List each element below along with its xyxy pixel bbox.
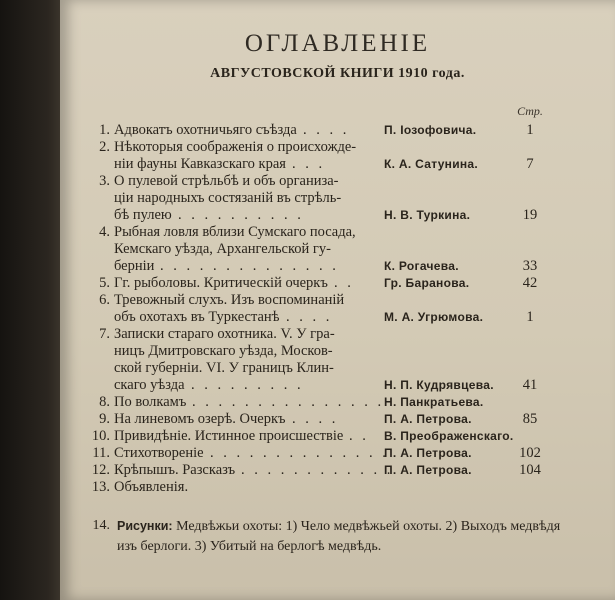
leader-dots: . . . [292, 156, 326, 172]
entry-title: На линевомъ озерѣ. Очеркъ [114, 411, 286, 427]
leader-dots: . . . . . . . . . . . . . . . [192, 394, 385, 410]
entry-number: 10. [91, 428, 110, 444]
entry-author: П. А. Петрова. [384, 463, 472, 477]
leader-dots: . . [349, 428, 369, 444]
entry-title: бѣ пулею [114, 207, 172, 223]
entry-number: 14. [92, 518, 110, 533]
entry-number: 4. [99, 224, 110, 240]
entry-title: Рыбная ловля вблизи Сумскаго посада, [114, 224, 356, 240]
entry-title: О пулевой стрѣльбѣ и объ организа- [114, 173, 339, 189]
entry-author: П. А. Петрова. [384, 412, 472, 426]
pages-column-label: Стр. [517, 104, 543, 118]
entry-number: 11. [92, 445, 110, 461]
entry-page-number: 102 [519, 445, 541, 461]
entry-author: К. Рогачева. [384, 259, 459, 273]
entry-number: 2. [99, 139, 110, 155]
book-spine-shadow [0, 0, 60, 600]
leader-dots: . . [334, 275, 354, 291]
entry-title: берніи [114, 258, 155, 274]
leader-dots: . . . . . . . . . . . . [241, 462, 394, 478]
entry-author: Н. Панкратьева. [384, 395, 484, 409]
entry-page-number: 41 [522, 377, 538, 393]
illustrations-description: Медвѣжьи охоты: 1) Чело медвѣжьей охоты. 2) Выходъ медвѣдя изъ берлоги. 3) Убитый на берлогѣ медвѣдь. [117, 519, 561, 554]
entry-number: 12. [91, 462, 110, 478]
illustrations-label: Рисунки: [117, 519, 173, 533]
entry-title: Кемскаго уѣзда, Архангельской гу- [114, 241, 331, 257]
entry-page-number: 1 [526, 122, 534, 138]
entry-page-number: 7 [526, 156, 534, 172]
entry-author: Н. П. Кудрявцева. [384, 378, 494, 392]
page-subtitle: АВГУСТОВСКОЙ КНИГИ 1910 года. [210, 66, 465, 81]
entry-number: 8. [99, 394, 110, 410]
entry-author: К. А. Сатунина. [384, 157, 479, 171]
entry-page-number: 19 [522, 207, 538, 223]
entry-title: Адвокатъ охотничьяго съѣзда [114, 122, 297, 138]
entry-author: П. А. Петрова. [384, 446, 472, 460]
entry-page-number: 104 [519, 462, 541, 478]
leader-dots: . . . . [286, 309, 333, 325]
entry-page-number: 1 [526, 309, 534, 325]
entry-title: По волкамъ [114, 394, 187, 410]
entry-title: Гг. рыболовы. Критическій очеркъ [114, 275, 328, 291]
leader-dots: . . . . . . . . . . . . . . [160, 258, 339, 274]
entry-author: Н. В. Туркина. [384, 208, 471, 222]
entry-title: объ охотахъ въ Туркестанѣ [114, 309, 280, 325]
illustrations-text [117, 516, 568, 557]
entry-title: Записки стараго охотника. V. У гра- [114, 326, 335, 342]
entry-title: ніи фауны Кавказскаго края [114, 156, 286, 172]
page-title: ОГЛАВЛЕНIЕ [244, 30, 431, 57]
entry-title: Нѣкоторыя соображенія о происхожде- [114, 139, 357, 155]
entry-author: Гр. Баранова. [384, 276, 470, 290]
entry-page-number: 85 [522, 411, 538, 427]
entry-title: Привидѣніе. Истинное происшествіе [114, 428, 344, 444]
entry-number: 6. [99, 292, 110, 308]
leader-dots: . . . . . . . . . . [178, 207, 304, 223]
entry-title: ціи народныхъ состязаній въ стрѣль- [114, 190, 342, 206]
entry-page-number: 42 [522, 275, 538, 291]
entry-author: В. Преображенскаго. [384, 429, 514, 443]
entry-title: скаго уѣзда [114, 377, 185, 393]
entry-title: Крѣпышъ. Разсказъ [114, 462, 236, 478]
entry-author: М. А. Угрюмова. [384, 310, 484, 324]
entry-title: Объявленія. [114, 479, 189, 495]
entry-title: ницъ Дмитровскаго уѣзда, Москов- [114, 343, 333, 359]
entry-page-number: 33 [522, 258, 538, 274]
entry-number: 3. [99, 173, 110, 189]
entry-title: ской губерніи. VI. У границъ Клин- [114, 360, 334, 376]
entry-title: Тревожный слухъ. Изъ воспоминаній [114, 292, 345, 308]
entry-title: Стихотвореніе [114, 445, 204, 461]
entry-number: 13. [91, 479, 110, 495]
leader-dots: . . . . [303, 122, 350, 138]
entry-number: 1. [99, 122, 110, 138]
leader-dots: . . . . . . . . . . . . . . [210, 445, 389, 461]
entry-author: П. Iозофовича. [384, 123, 477, 137]
leader-dots: . . . . . . . . . [191, 377, 304, 393]
entry-number: 9. [99, 411, 110, 427]
leader-dots: . . . . [292, 411, 339, 427]
entry-number: 7. [99, 326, 110, 342]
entry-number: 5. [99, 275, 110, 291]
